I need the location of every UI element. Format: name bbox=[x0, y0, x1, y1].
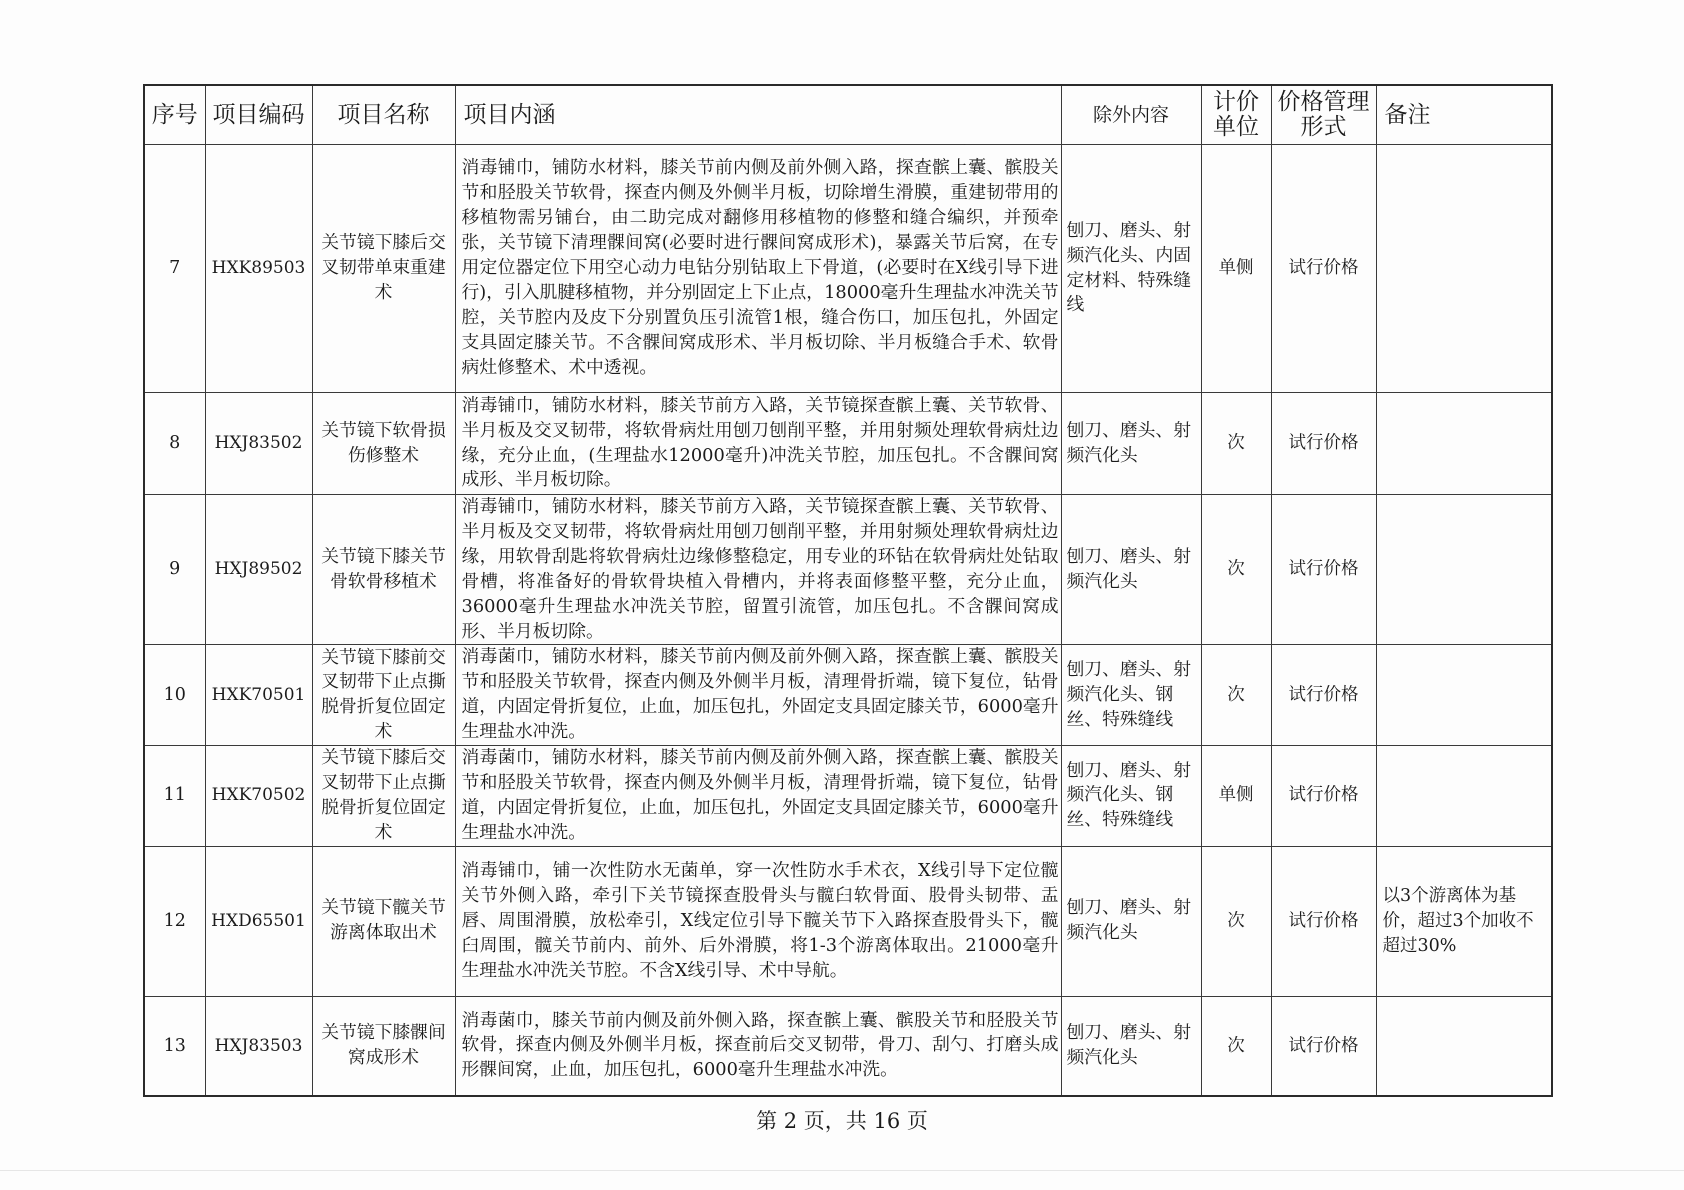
page-number: 第 2 页，共 16 页 bbox=[756, 1109, 928, 1133]
cell-remark bbox=[1376, 495, 1552, 645]
cell-price-mgmt: 试行价格 bbox=[1271, 645, 1376, 746]
cell-content: 消毒菌巾，铺防水材料，膝关节前内侧及前外侧入路，探查髌上囊、髌股关节和胫股关节软骨，探查内侧及外侧半月板，清理骨折端，镜下复位，钻骨道，内固定骨折复位，止血，加压包扎，外固定支具固定膝关节，6000毫升生理盐水冲洗。 bbox=[455, 645, 1061, 746]
cell-exclude: 刨刀、磨头、射频汽化头 bbox=[1061, 495, 1201, 645]
cell-seq: 10 bbox=[144, 645, 205, 746]
cell-code: HXJ83502 bbox=[205, 393, 312, 495]
cell-seq: 12 bbox=[144, 846, 205, 996]
cell-price-mgmt: 试行价格 bbox=[1271, 145, 1376, 393]
cell-price-mgmt: 试行价格 bbox=[1271, 996, 1376, 1096]
cell-seq: 8 bbox=[144, 393, 205, 495]
cell-name: 关节镜下膝后交叉韧带单束重建术 bbox=[312, 145, 455, 393]
page-edge-divider bbox=[0, 1170, 1684, 1171]
cell-exclude: 刨刀、磨头、射频汽化头、钢丝、特殊缝线 bbox=[1061, 645, 1201, 746]
header-content: 项目内涵 bbox=[455, 85, 1061, 145]
header-unit: 计价单位 bbox=[1201, 85, 1271, 145]
cell-content: 消毒铺巾，铺防水材料，膝关节前内侧及前外侧入路，探查髌上囊、髌股关节和胫股关节软骨，探查内侧及外侧半月板，切除增生滑膜，重建韧带用的移植物需另铺台，由二助完成对翻修用移植物的修整和缝合编织，并预牵张，关节镜下清理髁间窝(必要时进行髁间窝成形术)，暴露关节后窝，在专用定位器定位下用空心动力电钻分别钻取上下骨道，(必要时在X线引导下进行)，引入肌腱移植物，并分别固定上下止点，18000毫升生理盐水冲洗关节腔，关节腔内及皮下分别置负压引流管1根，缝合伤口，加压包扎，外固定支具固定膝关节。不含髁间窝成形术、半月板切除、半月板缝合手术、软骨病灶修整术、术中透视。 bbox=[455, 145, 1061, 393]
cell-unit: 单侧 bbox=[1201, 746, 1271, 847]
cell-name: 关节镜下髋关节游离体取出术 bbox=[312, 846, 455, 996]
cell-unit: 次 bbox=[1201, 996, 1271, 1096]
cell-unit: 次 bbox=[1201, 645, 1271, 746]
cell-code: HXK89503 bbox=[205, 145, 312, 393]
cell-unit: 单侧 bbox=[1201, 145, 1271, 393]
cell-name: 关节镜下膝后交叉韧带下止点撕脱骨折复位固定术 bbox=[312, 746, 455, 847]
cell-code: HXK70501 bbox=[205, 645, 312, 746]
cell-unit: 次 bbox=[1201, 846, 1271, 996]
cell-exclude: 刨刀、磨头、射频汽化头、内固定材料、特殊缝线 bbox=[1061, 145, 1201, 393]
header-seq: 序号 bbox=[144, 85, 205, 145]
header-remark: 备注 bbox=[1376, 85, 1552, 145]
cell-remark bbox=[1376, 746, 1552, 847]
cell-price-mgmt: 试行价格 bbox=[1271, 495, 1376, 645]
cell-price-mgmt: 试行价格 bbox=[1271, 393, 1376, 495]
cell-code: HXD65501 bbox=[205, 846, 312, 996]
header-price-mgmt: 价格管理形式 bbox=[1271, 85, 1376, 145]
table-row bbox=[144, 846, 1552, 996]
cell-content: 消毒菌巾，铺防水材料，膝关节前内侧及前外侧入路，探查髌上囊、髌股关节和胫股关节软骨，探查内侧及外侧半月板，清理骨折端，镜下复位，钻骨道，内固定骨折复位，止血，加压包扎，外固定支具固定膝关节，6000毫升生理盐水冲洗。 bbox=[455, 746, 1061, 847]
cell-unit: 次 bbox=[1201, 393, 1271, 495]
cell-remark: 以3个游离体为基价，超过3个加收不超过30% bbox=[1376, 846, 1552, 996]
cell-remark bbox=[1376, 393, 1552, 495]
cell-unit: 次 bbox=[1201, 495, 1271, 645]
cell-content: 消毒铺巾，铺防水材料，膝关节前方入路，关节镜探查髌上囊、关节软骨、半月板及交叉韧带，将软骨病灶用刨刀刨削平整，并用射频处理软骨病灶边缘，用软骨刮匙将软骨病灶边缘修整稳定，用专业的环钻在软骨病灶处钻取骨槽，将准备好的骨软骨块植入骨槽内，并将表面修整平整，充分止血，36000毫升生理盐水冲洗关节腔，留置引流管，加压包扎。不含髁间窝成形、半月板切除。 bbox=[455, 495, 1061, 645]
cell-name: 关节镜下膝关节骨软骨移植术 bbox=[312, 495, 455, 645]
cell-seq: 13 bbox=[144, 996, 205, 1096]
cell-content: 消毒铺巾，铺防水材料，膝关节前方入路，关节镜探查髌上囊、关节软骨、半月板及交叉韧带，将软骨病灶用刨刀刨削平整，并用射频处理软骨病灶边缘，充分止血，(生理盐水12000毫升)冲洗关节腔，加压包扎。不含髁间窝成形、半月板切除。 bbox=[455, 393, 1061, 495]
cell-content: 消毒铺巾，铺一次性防水无菌单，穿一次性防水手术衣，X线引导下定位髋关节外侧入路，牵引下关节镜探查股骨头与髋臼软骨面、股骨头韧带、盂唇、周围滑膜，放松牵引，X线定位引导下髋关节下入路探查股骨头下，髋臼周围，髋关节前内、前外、后外滑膜，将1-3个游离体取出。21000毫升生理盐水冲洗关节腔。不含X线引导、术中导航。 bbox=[455, 846, 1061, 996]
header-code: 项目编码 bbox=[205, 85, 312, 145]
table-row bbox=[144, 495, 1552, 645]
cell-remark bbox=[1376, 645, 1552, 746]
header-exclude: 除外内容 bbox=[1061, 85, 1201, 145]
cell-exclude: 刨刀、磨头、射频汽化头 bbox=[1061, 846, 1201, 996]
cell-code: HXK70502 bbox=[205, 746, 312, 847]
cell-exclude: 刨刀、磨头、射频汽化头 bbox=[1061, 996, 1201, 1096]
table-row bbox=[144, 746, 1552, 847]
cell-remark bbox=[1376, 145, 1552, 393]
table-row bbox=[144, 996, 1552, 1096]
cell-code: HXJ83503 bbox=[205, 996, 312, 1096]
cell-code: HXJ89502 bbox=[205, 495, 312, 645]
table-row bbox=[144, 645, 1552, 746]
cell-price-mgmt: 试行价格 bbox=[1271, 746, 1376, 847]
table-row bbox=[144, 393, 1552, 495]
cell-name: 关节镜下膝前交叉韧带下止点撕脱骨折复位固定术 bbox=[312, 645, 455, 746]
table-row bbox=[144, 145, 1552, 393]
cell-seq: 11 bbox=[144, 746, 205, 847]
cell-content: 消毒菌巾，膝关节前内侧及前外侧入路，探查髌上囊、髌股关节和胫股关节软骨，探查内侧及外侧半月板，探查前后交叉韧带，骨刀、刮勺、打磨头成形髁间窝，止血，加压包扎，6000毫升生理盐水冲洗。 bbox=[455, 996, 1061, 1096]
price-table bbox=[143, 84, 1553, 1097]
cell-price-mgmt: 试行价格 bbox=[1271, 846, 1376, 996]
cell-name: 关节镜下膝髁间窝成形术 bbox=[312, 996, 455, 1096]
cell-exclude: 刨刀、磨头、射频汽化头 bbox=[1061, 393, 1201, 495]
cell-seq: 7 bbox=[144, 145, 205, 393]
cell-exclude: 刨刀、磨头、射频汽化头、钢丝、特殊缝线 bbox=[1061, 746, 1201, 847]
cell-seq: 9 bbox=[144, 495, 205, 645]
cell-remark bbox=[1376, 996, 1552, 1096]
table-header-row bbox=[144, 85, 1552, 145]
header-name: 项目名称 bbox=[312, 85, 455, 145]
cell-name: 关节镜下软骨损伤修整术 bbox=[312, 393, 455, 495]
